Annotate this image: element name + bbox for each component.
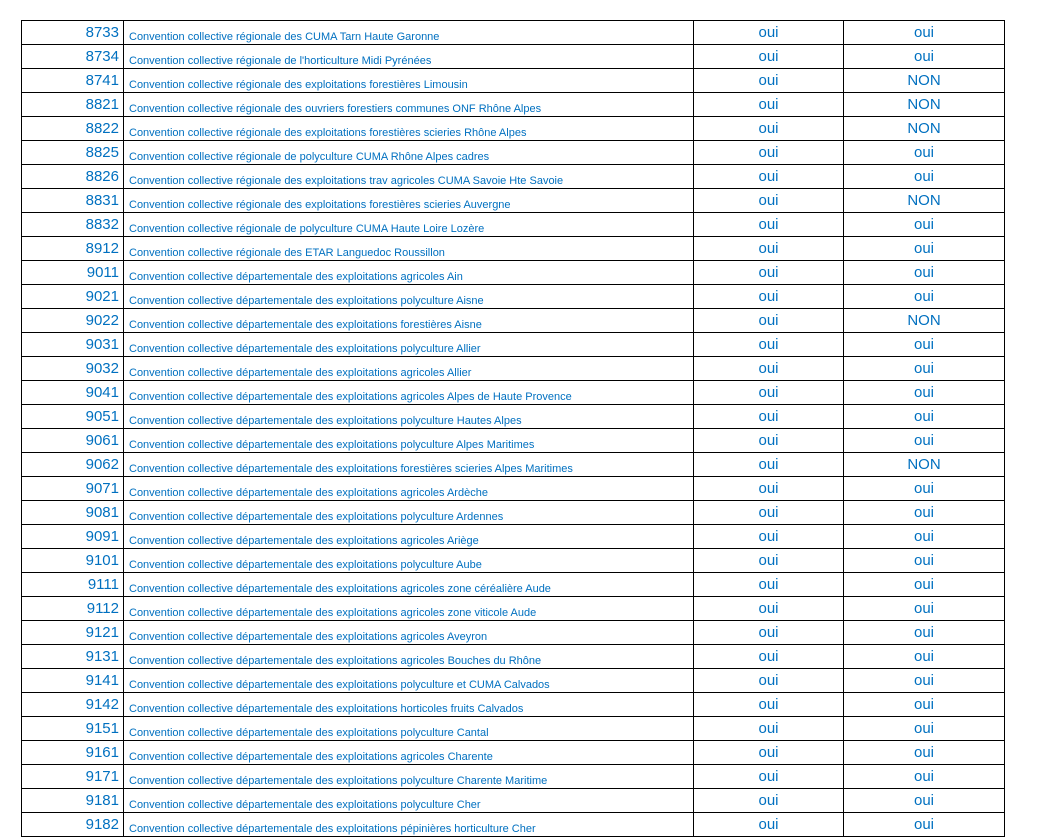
table-row [22,333,1005,357]
column-a-value-cell: oui [694,669,844,693]
column-b-value-cell: oui [844,381,1005,405]
convention-code-cell: 9031 [22,333,124,357]
convention-title-cell: Convention collective régionale des CUMA Tarn Haute Garonne [124,21,694,45]
column-a-value-cell: oui [694,21,844,45]
convention-title-cell: Convention collective départementale des exploitations polyculture Cantal [124,717,694,741]
convention-code-cell: 8826 [22,165,124,189]
table-row [22,237,1005,261]
convention-title-cell: Convention collective régionale de l'horticulture Midi Pyrénées [124,45,694,69]
column-b-value-cell: oui [844,333,1005,357]
column-b-value-cell: oui [844,357,1005,381]
column-b-value-cell: oui [844,405,1005,429]
convention-code-cell: 8831 [22,189,124,213]
column-b-value-cell: oui [844,261,1005,285]
convention-title-cell: Convention collective régionale des ETAR Languedoc Roussillon [124,237,694,261]
convention-title-cell: Convention collective départementale des exploitations agricoles Allier [124,357,694,381]
table-row [22,309,1005,333]
table-row [22,597,1005,621]
convention-title-cell: Convention collective départementale des exploitations agricoles Bouches du Rhône [124,645,694,669]
convention-code-cell: 8734 [22,45,124,69]
convention-code-cell: 9011 [22,261,124,285]
conventions-table-body [22,21,1005,837]
table-row [22,573,1005,597]
column-a-value-cell: oui [694,525,844,549]
convention-title-cell: Convention collective départementale des exploitations agricoles Aveyron [124,621,694,645]
table-row [22,453,1005,477]
column-a-value-cell: oui [694,477,844,501]
column-a-value-cell: oui [694,165,844,189]
convention-title-cell: Convention collective départementale des exploitations agricoles Charente [124,741,694,765]
convention-code-cell: 9131 [22,645,124,669]
table-row [22,813,1005,837]
column-a-value-cell: oui [694,237,844,261]
column-a-value-cell: oui [694,261,844,285]
column-b-value-cell: oui [844,765,1005,789]
column-a-value-cell: oui [694,141,844,165]
table-row [22,405,1005,429]
convention-title-cell: Convention collective départementale des exploitations forestières scieries Alpes Maritimes [124,453,694,477]
convention-title-cell: Convention collective départementale des exploitations polyculture Aube [124,549,694,573]
convention-code-cell: 9041 [22,381,124,405]
convention-code-cell: 9091 [22,525,124,549]
table-row [22,501,1005,525]
table-row [22,285,1005,309]
column-a-value-cell: oui [694,717,844,741]
column-b-value-cell: oui [844,549,1005,573]
table-row [22,381,1005,405]
convention-title-cell: Convention collective régionale des exploitations forestières scieries Auvergne [124,189,694,213]
column-b-value-cell: oui [844,165,1005,189]
column-a-value-cell: oui [694,285,844,309]
convention-title-cell: Convention collective départementale des exploitations polyculture Hautes Alpes [124,405,694,429]
column-a-value-cell: oui [694,645,844,669]
table-row [22,669,1005,693]
table-row [22,45,1005,69]
column-b-value-cell: oui [844,813,1005,837]
convention-title-cell: Convention collective départementale des exploitations polyculture Allier [124,333,694,357]
convention-code-cell: 8832 [22,213,124,237]
convention-title-cell: Convention collective régionale des exploitations forestières scieries Rhône Alpes [124,117,694,141]
column-a-value-cell: oui [694,69,844,93]
column-a-value-cell: oui [694,213,844,237]
convention-title-cell: Convention collective départementale des exploitations forestières Aisne [124,309,694,333]
column-b-value-cell: oui [844,285,1005,309]
convention-title-cell: Convention collective départementale des exploitations polyculture Ardennes [124,501,694,525]
column-b-value-cell: oui [844,693,1005,717]
convention-code-cell: 8733 [22,21,124,45]
table-row [22,765,1005,789]
column-b-value-cell: oui [844,717,1005,741]
column-b-value-cell: oui [844,237,1005,261]
table-row [22,477,1005,501]
convention-code-cell: 9112 [22,597,124,621]
convention-title-cell: Convention collective départementale des exploitations agricoles Ariège [124,525,694,549]
column-b-value-cell: NON [844,453,1005,477]
column-a-value-cell: oui [694,357,844,381]
convention-title-cell: Convention collective régionale des exploitations forestières Limousin [124,69,694,93]
table-row [22,93,1005,117]
convention-code-cell: 9021 [22,285,124,309]
column-a-value-cell: oui [694,189,844,213]
table-row [22,525,1005,549]
column-a-value-cell: oui [694,453,844,477]
table-row [22,645,1005,669]
convention-code-cell: 9161 [22,741,124,765]
column-b-value-cell: oui [844,501,1005,525]
table-row [22,549,1005,573]
column-a-value-cell: oui [694,405,844,429]
column-b-value-cell: oui [844,525,1005,549]
column-b-value-cell: oui [844,429,1005,453]
convention-code-cell: 9081 [22,501,124,525]
convention-title-cell: Convention collective régionale de polyculture CUMA Rhône Alpes cadres [124,141,694,165]
convention-title-cell: Convention collective régionale des exploitations trav agricoles CUMA Savoie Hte Savoie [124,165,694,189]
table-row [22,141,1005,165]
table-row [22,621,1005,645]
column-b-value-cell: NON [844,189,1005,213]
convention-title-cell: Convention collective départementale des exploitations polyculture Alpes Maritimes [124,429,694,453]
column-a-value-cell: oui [694,789,844,813]
convention-title-cell: Convention collective départementale des exploitations pépinières horticulture Cher [124,813,694,837]
column-a-value-cell: oui [694,381,844,405]
convention-title-cell: Convention collective départementale des exploitations polyculture et CUMA Calvados [124,669,694,693]
table-row [22,261,1005,285]
convention-code-cell: 9141 [22,669,124,693]
convention-code-cell: 9022 [22,309,124,333]
column-a-value-cell: oui [694,621,844,645]
column-a-value-cell: oui [694,333,844,357]
convention-code-cell: 8825 [22,141,124,165]
column-a-value-cell: oui [694,813,844,837]
column-b-value-cell: NON [844,69,1005,93]
convention-title-cell: Convention collective départementale des exploitations agricoles Ardèche [124,477,694,501]
convention-title-cell: Convention collective départementale des exploitations agricoles Alpes de Haute Provence [124,381,694,405]
convention-code-cell: 9062 [22,453,124,477]
convention-code-cell: 8822 [22,117,124,141]
convention-code-cell: 8741 [22,69,124,93]
convention-code-cell: 8821 [22,93,124,117]
column-a-value-cell: oui [694,501,844,525]
convention-code-cell: 9032 [22,357,124,381]
column-b-value-cell: NON [844,93,1005,117]
table-row [22,357,1005,381]
column-b-value-cell: oui [844,621,1005,645]
convention-title-cell: Convention collective régionale des ouvriers forestiers communes ONF Rhône Alpes [124,93,694,117]
table-row [22,117,1005,141]
column-a-value-cell: oui [694,549,844,573]
table-row [22,429,1005,453]
column-a-value-cell: oui [694,117,844,141]
convention-title-cell: Convention collective départementale des exploitations agricoles zone céréalière Aude [124,573,694,597]
convention-code-cell: 9061 [22,429,124,453]
convention-code-cell: 9121 [22,621,124,645]
column-a-value-cell: oui [694,765,844,789]
table-row [22,693,1005,717]
convention-code-cell: 9101 [22,549,124,573]
convention-code-cell: 9182 [22,813,124,837]
convention-code-cell: 9051 [22,405,124,429]
table-row [22,789,1005,813]
column-b-value-cell: oui [844,669,1005,693]
column-b-value-cell: oui [844,477,1005,501]
convention-code-cell: 9181 [22,789,124,813]
column-b-value-cell: oui [844,789,1005,813]
column-b-value-cell: NON [844,309,1005,333]
table-row [22,213,1005,237]
conventions-table [21,20,1005,837]
convention-title-cell: Convention collective départementale des exploitations polyculture Charente Maritime [124,765,694,789]
table-row [22,717,1005,741]
convention-title-cell: Convention collective départementale des exploitations agricoles Ain [124,261,694,285]
convention-code-cell: 9171 [22,765,124,789]
column-b-value-cell: oui [844,741,1005,765]
column-b-value-cell: oui [844,573,1005,597]
column-a-value-cell: oui [694,573,844,597]
column-b-value-cell: oui [844,141,1005,165]
column-b-value-cell: oui [844,45,1005,69]
column-a-value-cell: oui [694,429,844,453]
column-b-value-cell: oui [844,21,1005,45]
convention-title-cell: Convention collective départementale des exploitations agricoles zone viticole Aude [124,597,694,621]
column-a-value-cell: oui [694,309,844,333]
table-row [22,741,1005,765]
convention-title-cell: Convention collective régionale de polyculture CUMA Haute Loire Lozère [124,213,694,237]
column-b-value-cell: oui [844,213,1005,237]
table-row [22,69,1005,93]
column-b-value-cell: NON [844,117,1005,141]
column-a-value-cell: oui [694,597,844,621]
column-a-value-cell: oui [694,93,844,117]
convention-code-cell: 9111 [22,573,124,597]
column-b-value-cell: oui [844,645,1005,669]
convention-title-cell: Convention collective départementale des exploitations polyculture Cher [124,789,694,813]
column-b-value-cell: oui [844,597,1005,621]
convention-code-cell: 9151 [22,717,124,741]
column-a-value-cell: oui [694,45,844,69]
convention-title-cell: Convention collective départementale des exploitations polyculture Aisne [124,285,694,309]
table-row [22,21,1005,45]
column-a-value-cell: oui [694,693,844,717]
convention-code-cell: 9142 [22,693,124,717]
convention-title-cell: Convention collective départementale des exploitations horticoles fruits Calvados [124,693,694,717]
convention-code-cell: 8912 [22,237,124,261]
convention-code-cell: 9071 [22,477,124,501]
table-row [22,165,1005,189]
column-a-value-cell: oui [694,741,844,765]
table-row [22,189,1005,213]
